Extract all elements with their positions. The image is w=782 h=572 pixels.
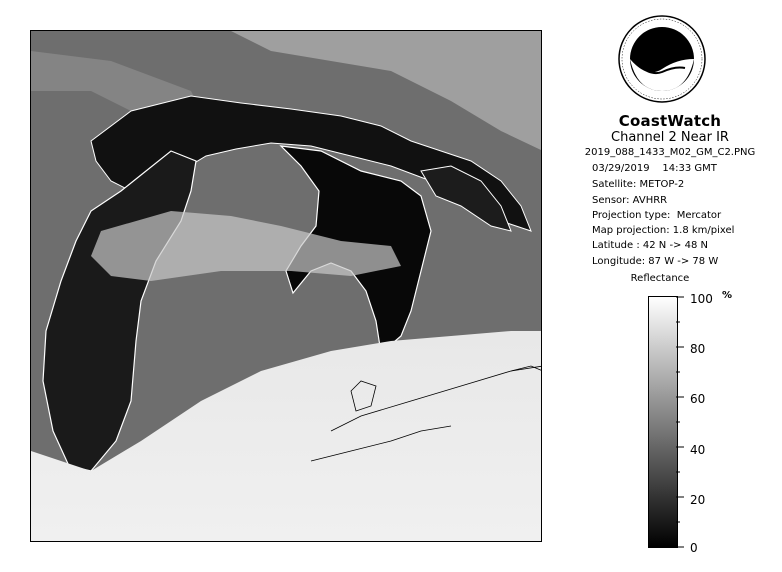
date-label: 03/29/2019	[592, 163, 650, 174]
sensor-label: Sensor: AVHRR	[592, 195, 668, 206]
legend-unit: %	[722, 290, 733, 301]
datetime-label	[592, 163, 717, 174]
tick-label-60: 60	[690, 392, 706, 406]
tick-label-20: 20	[690, 493, 706, 507]
tick-label-100: 100	[690, 292, 713, 306]
legend-title: Reflectance	[630, 273, 690, 284]
tick-label-80: 80	[690, 342, 706, 356]
map-graphic	[31, 31, 542, 542]
map-projection-label: Map projection: 1.8 km/pixel	[592, 225, 735, 236]
time-label: 14:33 GMT	[662, 163, 717, 174]
colorbar-ticks	[676, 296, 688, 548]
satellite-label: Satellite: METOP-2	[592, 179, 685, 190]
noaa-logo-icon	[617, 14, 707, 104]
brand-title: CoastWatch	[618, 112, 722, 130]
reflectance-colorbar	[648, 296, 678, 548]
projection-type-label: Projection type: Mercator	[592, 210, 722, 221]
channel-label: Channel 2 Near IR	[611, 130, 729, 145]
satellite-map	[30, 30, 542, 542]
latitude-label: Latitude : 42 N -> 48 N	[592, 240, 708, 251]
filename-label: 2019_088_1433_M02_GM_C2.PNG	[584, 147, 756, 158]
tick-label-40: 40	[690, 443, 706, 457]
longitude-label: Longitude: 87 W -> 78 W	[592, 256, 719, 267]
tick-label-0: 0	[690, 541, 698, 555]
